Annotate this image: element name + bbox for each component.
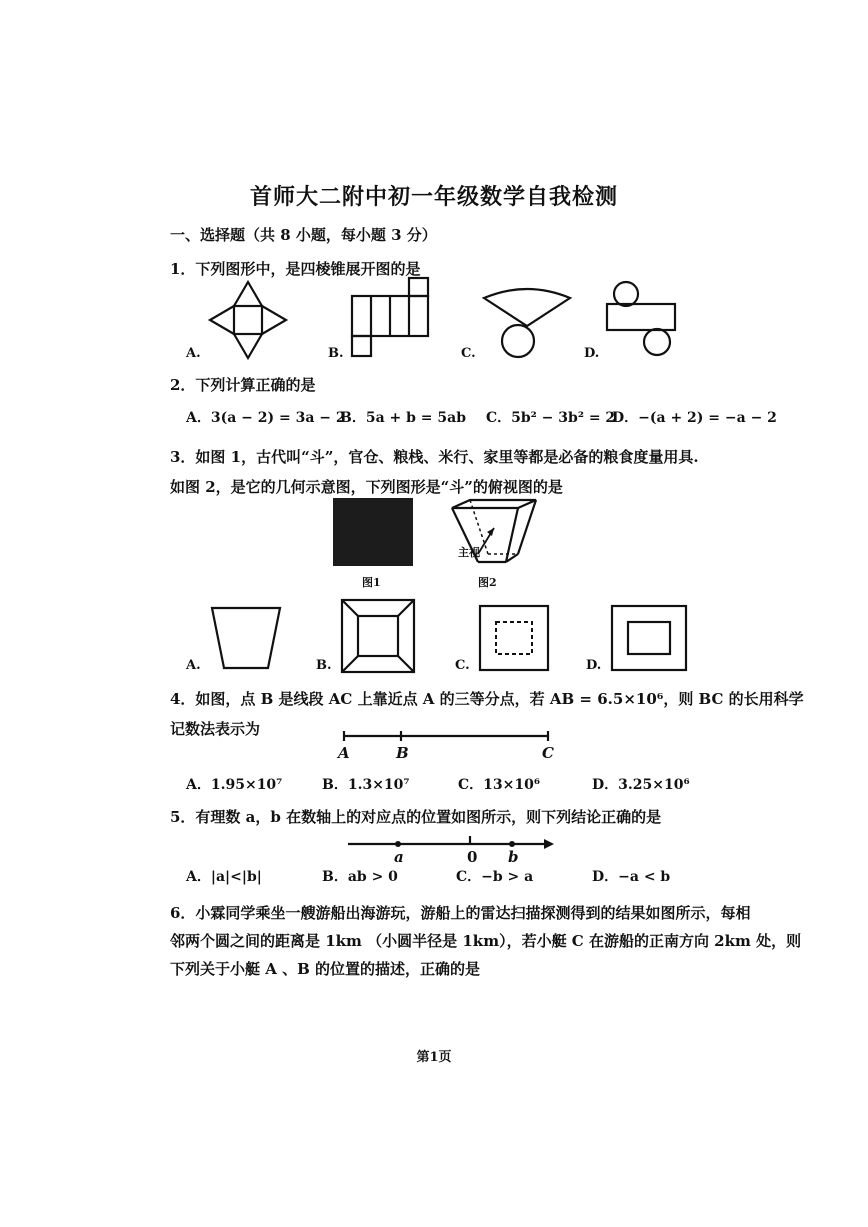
q5-option-b: B．ab > 0 bbox=[322, 869, 398, 885]
front-view-label: 主视 bbox=[458, 546, 480, 559]
q4-option-a: A．1.95×10⁷ bbox=[186, 777, 283, 793]
axis-label-b: b bbox=[508, 848, 519, 866]
question-4-stem-line1: 4．如图，点 B 是线段 AC 上靠近点 A 的三等分点，若 AB = 6.5×10⁶，则 BC 的长用科学 bbox=[170, 690, 804, 708]
axis-label-zero: 0 bbox=[467, 848, 478, 866]
question-3-stem-line1: 3．如图 1，古代叫“斗”，官仓、粮栈、米行、家里等都是必备的粮食度量用具. bbox=[170, 448, 699, 466]
q1-option-a-figure bbox=[208, 280, 288, 360]
point-c-label: C bbox=[542, 744, 554, 762]
q4-option-d: D．3.25×10⁶ bbox=[592, 777, 690, 793]
q2-option-b: B．5a + b = 5ab bbox=[340, 410, 466, 426]
question-3-stem-line2: 如图 2，是它的几何示意图，下列图形是“斗”的俯视图的是 bbox=[170, 478, 563, 496]
question-2-stem: 2．下列计算正确的是 bbox=[170, 376, 316, 394]
question-1-stem: 1．下列图形中，是四棱锥展开图的是 bbox=[170, 260, 421, 278]
q1-option-c-figure bbox=[482, 286, 572, 360]
q3-option-a-label: A. bbox=[186, 658, 201, 673]
q3-option-b-label: B. bbox=[316, 658, 332, 673]
question-6-stem-line2: 邻两个圆之间的距离是 1km （小圆半径是 1km），若小艇 C 在游船的正南方向 2km 处，则 bbox=[170, 932, 802, 950]
point-a-label: A bbox=[338, 744, 350, 762]
q3-option-b-figure bbox=[340, 598, 416, 674]
q1-option-c-label: C. bbox=[461, 346, 476, 361]
q1-option-a-label: A. bbox=[186, 346, 201, 361]
figure-1-caption: 图1 bbox=[362, 576, 381, 589]
q5-option-d: D．−a < b bbox=[592, 869, 671, 885]
q4-option-b: B．1.3×10⁷ bbox=[322, 777, 410, 793]
q2-option-c: C．5b² − 3b² = 2 bbox=[486, 410, 616, 426]
q3-option-a-figure bbox=[210, 606, 282, 670]
q2-option-a: A．3(a − 2) = 3a − 2 bbox=[186, 410, 346, 426]
section-heading: 一、选择题（共 8 小题，每小题 3 分） bbox=[170, 226, 437, 244]
q1-option-b-label: B. bbox=[328, 346, 344, 361]
q1-option-b-figure bbox=[350, 276, 432, 358]
q1-option-d-label: D. bbox=[584, 346, 600, 361]
q3-option-d-label: D. bbox=[586, 658, 602, 673]
q2-option-d: D．−(a + 2) = −a − 2 bbox=[612, 410, 777, 426]
q4-option-c: C．13×10⁶ bbox=[458, 777, 540, 793]
q5-option-c: C．−b > a bbox=[456, 869, 534, 885]
q5-option-a: A．|a|<|b| bbox=[186, 869, 262, 885]
number-line-figure bbox=[346, 832, 556, 852]
document-title: 首师大二附中初一年级数学自我检测 bbox=[249, 184, 618, 210]
segment-ac-figure bbox=[340, 730, 554, 742]
point-b-label: B bbox=[396, 744, 409, 762]
question-4-stem-line2: 记数法表示为 bbox=[170, 720, 261, 738]
figure-2-caption: 图2 bbox=[478, 576, 497, 589]
question-6-stem-line3: 下列关于小艇 A 、B 的位置的描述，正确的是 bbox=[170, 960, 480, 978]
dou-photo-figure-1 bbox=[333, 498, 413, 566]
q3-option-c-label: C. bbox=[455, 658, 470, 673]
q3-option-d-figure bbox=[610, 604, 688, 672]
question-5-stem: 5．有理数 a，b 在数轴上的对应点的位置如图所示，则下列结论正确的是 bbox=[170, 808, 662, 826]
q3-option-c-figure bbox=[478, 604, 550, 672]
page-number: 第1页 bbox=[416, 1050, 452, 1065]
q1-option-d-figure bbox=[605, 280, 679, 360]
axis-label-a: a bbox=[394, 848, 404, 866]
question-6-stem-line1: 6．小霖同学乘坐一艘游船出海游玩，游船上的雷达扫描探测得到的结果如图所示，每相 bbox=[170, 904, 751, 922]
